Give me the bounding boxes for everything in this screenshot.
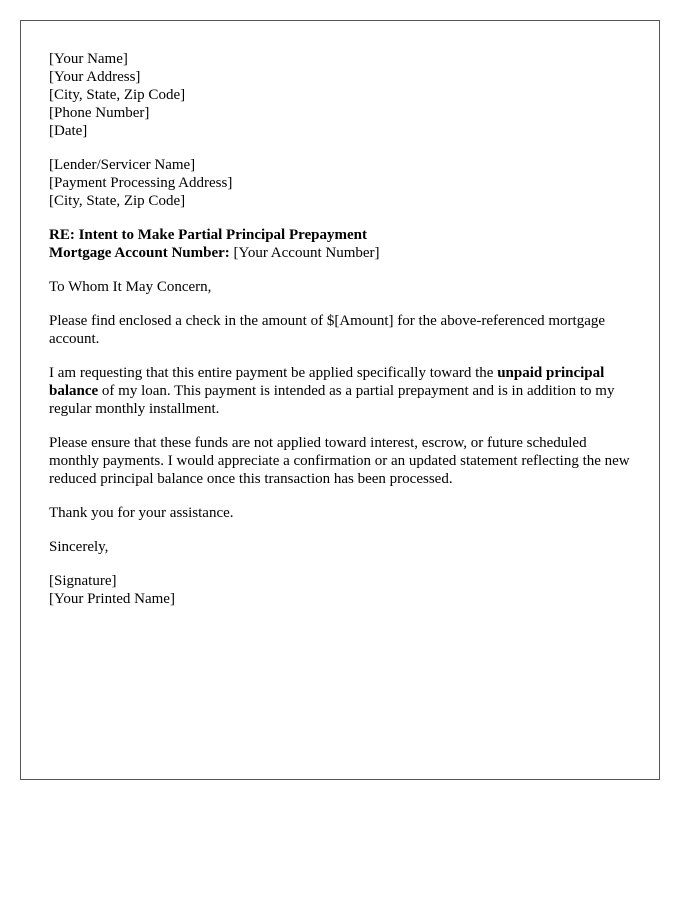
sender-phone: [Phone Number]	[49, 105, 150, 121]
recipient-city-state-zip: [City, State, Zip Code]	[49, 193, 186, 209]
account-number: [Your Account Number]	[229, 245, 380, 261]
paragraph-check-enclosed: Please find enclosed a check in the amount of $[Amount] for the above-referenced mortgage account.	[49, 313, 606, 347]
thanks-line: Thank you for your assistance.	[49, 505, 234, 521]
printed-name: [Your Printed Name]	[49, 591, 175, 607]
paragraph2-bold: unpaid principal balance	[49, 365, 605, 399]
salutation: To Whom It May Concern,	[49, 279, 212, 295]
subject-line	[49, 226, 639, 244]
recipient-name: [Lender/Servicer Name]	[49, 157, 196, 173]
subject-block	[49, 226, 639, 262]
account-line	[49, 244, 639, 262]
letter-page	[20, 20, 660, 780]
sender-city-state-zip: [City, State, Zip Code]	[49, 87, 186, 103]
re-line: RE: Intent to Make Partial Principal Prepayment	[49, 227, 368, 243]
paragraph-principal-request	[49, 364, 639, 418]
paragraph-ensure-funds: Please ensure that these funds are not applied toward interest, escrow, or future scheduled monthly payments. I would appreciate a confirmation or an updated statement reflecting the new reduced principal balance once this transaction has been processed.	[49, 435, 630, 487]
signature-block	[49, 572, 639, 608]
sender-block	[49, 50, 639, 140]
signature-line: [Signature]	[49, 573, 117, 589]
account-label: Mortgage Account Number:	[49, 245, 230, 261]
sender-name: [Your Name]	[49, 51, 128, 67]
recipient-block	[49, 156, 639, 210]
recipient-address: [Payment Processing Address]	[49, 175, 233, 191]
paragraph2-after: of my loan. This payment is intended as a partial prepayment and is in addition to my regular monthly installment.	[49, 383, 615, 417]
closing-line: Sincerely,	[49, 539, 109, 555]
paragraph2-before: I am requesting that this entire payment be applied specifically toward the	[49, 365, 498, 381]
letter-body	[49, 50, 639, 624]
sender-address: [Your Address]	[49, 69, 141, 85]
letter-date: [Date]	[49, 123, 88, 139]
